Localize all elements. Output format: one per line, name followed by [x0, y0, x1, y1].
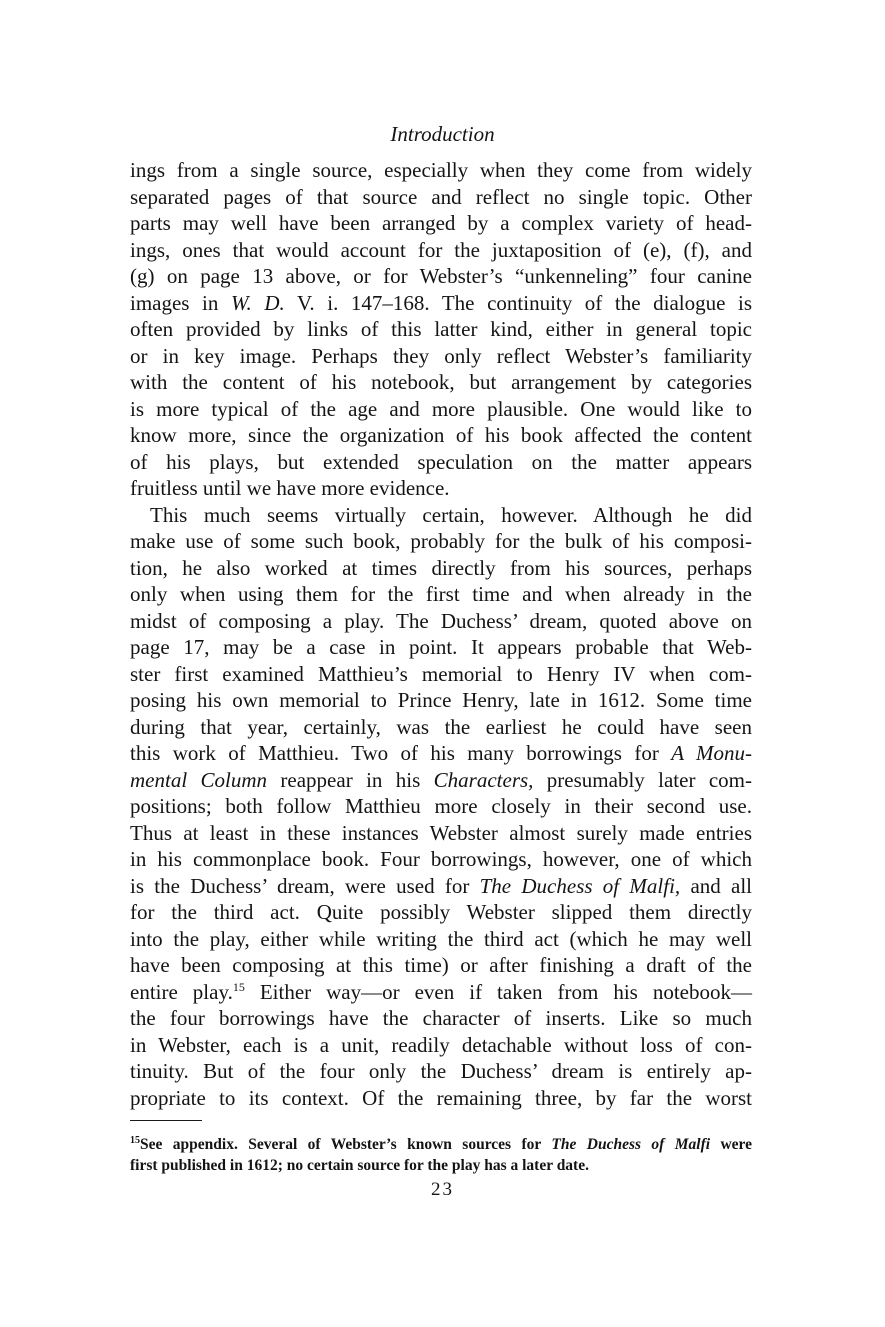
- body-line: is more typical of the age and more plausible. One would like to: [130, 396, 752, 421]
- text-run: reappear in his: [267, 767, 434, 792]
- text-run: V. i. 147–168. The continuity of the dialogue is: [284, 290, 752, 315]
- italic-title: The Duchess of Malfi,: [479, 873, 681, 898]
- text-run: See appendix. Several of Webster’s known sources for: [140, 1136, 552, 1153]
- body-line: for the third act. Quite possibly Webster slipped them directly: [130, 900, 752, 924]
- text-run: and all: [680, 873, 753, 898]
- footnote-divider: [130, 1120, 202, 1121]
- body-line: with the content of his notebook, but arrangement by categories: [130, 370, 752, 394]
- footnote-reference[interactable]: 15: [232, 979, 245, 994]
- body-line: of his plays, but extended speculation on the matter appears: [130, 449, 752, 474]
- text-run: images in: [130, 290, 231, 315]
- body-line: page 17, may be a case in point. It appears probable that Web-: [130, 635, 752, 659]
- text-run: presumably later com-: [533, 767, 752, 792]
- body-line: often provided by links of this latter kind, either in general topic: [130, 317, 752, 341]
- body-line: into the play, either while writing the third act (which he may well: [130, 926, 752, 951]
- body-line: propriate to its context. Of the remaining three, by far the worst: [130, 1085, 752, 1110]
- body-line: [130, 767, 752, 794]
- body-line: ings from a single source, especially when they come from widely: [130, 158, 752, 182]
- body-line: fruitless until we have more evidence.: [130, 476, 450, 500]
- italic-title: Characters,: [433, 767, 534, 792]
- body-line: [130, 740, 752, 767]
- body-line: know more, since the organization of his book affected the content: [130, 423, 752, 447]
- footnote-marker: 15: [130, 1135, 140, 1146]
- footnote-line: [130, 1134, 752, 1156]
- body-line: in Webster, each is a unit, readily detachable without loss of con-: [130, 1032, 752, 1057]
- body-line: midst of composing a play. The Duchess’ dream, quoted above on: [130, 608, 752, 633]
- italic-abbreviation: W. D.: [230, 290, 285, 315]
- italic-title: A Monu-: [671, 741, 752, 765]
- body-line: positions; both follow Matthieu more closely in their second use.: [130, 794, 752, 818]
- body-line: tinuity. But of the four only the Duchess’ dream is entirely ap-: [130, 1059, 752, 1083]
- body-line: [130, 979, 752, 1006]
- body-line: (g) on page 13 above, or for Webster’s “unkenneling” four canine: [130, 264, 752, 288]
- italic-title: mental Column: [130, 767, 268, 792]
- text-run: this work of Matthieu. Two of his many borrowings for: [130, 741, 672, 765]
- italic-title: The Duchess of Malfi: [551, 1136, 711, 1153]
- body-line: [130, 290, 752, 317]
- body-line: the four borrowings have the character of inserts. Like so much: [130, 1006, 752, 1030]
- body-line: Thus at least in these instances Webster almost surely made entries: [130, 820, 752, 845]
- body-line: ings, ones that would account for the juxtaposition of (e), (f), and: [130, 237, 752, 262]
- body-line: ster first examined Matthieu’s memorial to Henry IV when com-: [130, 661, 752, 686]
- body-line: posing his own memorial to Prince Henry, late in 1612. Some time: [130, 688, 752, 712]
- body-line: have been composing at this time) or after finishing a draft of the: [130, 953, 752, 977]
- body-line: in his commonplace book. Four borrowings, however, one of which: [130, 847, 752, 871]
- text-run: Either way—or even if taken from his notebook—: [244, 979, 752, 1004]
- body-line: [130, 873, 752, 900]
- text-run: entire play.: [130, 979, 233, 1004]
- body-line: This much seems virtually certain, however. Although he did: [150, 502, 752, 527]
- body-line: or in key image. Perhaps they only reflect Webster’s familiarity: [130, 343, 752, 368]
- body-line: parts may well have been arranged by a complex variety of head-: [130, 211, 752, 235]
- running-head: Introduction: [390, 122, 495, 146]
- body-line: tion, he also worked at times directly from his sources, perhaps: [130, 555, 752, 580]
- body-line: only when using them for the first time and when already in the: [130, 582, 752, 606]
- text-run: were: [710, 1136, 752, 1153]
- text-run: is the Duchess’ dream, were used for: [130, 873, 480, 898]
- page-number: 23: [431, 1179, 454, 1200]
- body-line: make use of some such book, probably for the bulk of his composi-: [130, 529, 752, 553]
- body-line: separated pages of that source and reflect no single topic. Other: [130, 184, 752, 209]
- footnote-line: first published in 1612; no certain source for the play has a later date.: [130, 1157, 589, 1174]
- body-line: during that year, certainly, was the earliest he could have seen: [130, 714, 752, 739]
